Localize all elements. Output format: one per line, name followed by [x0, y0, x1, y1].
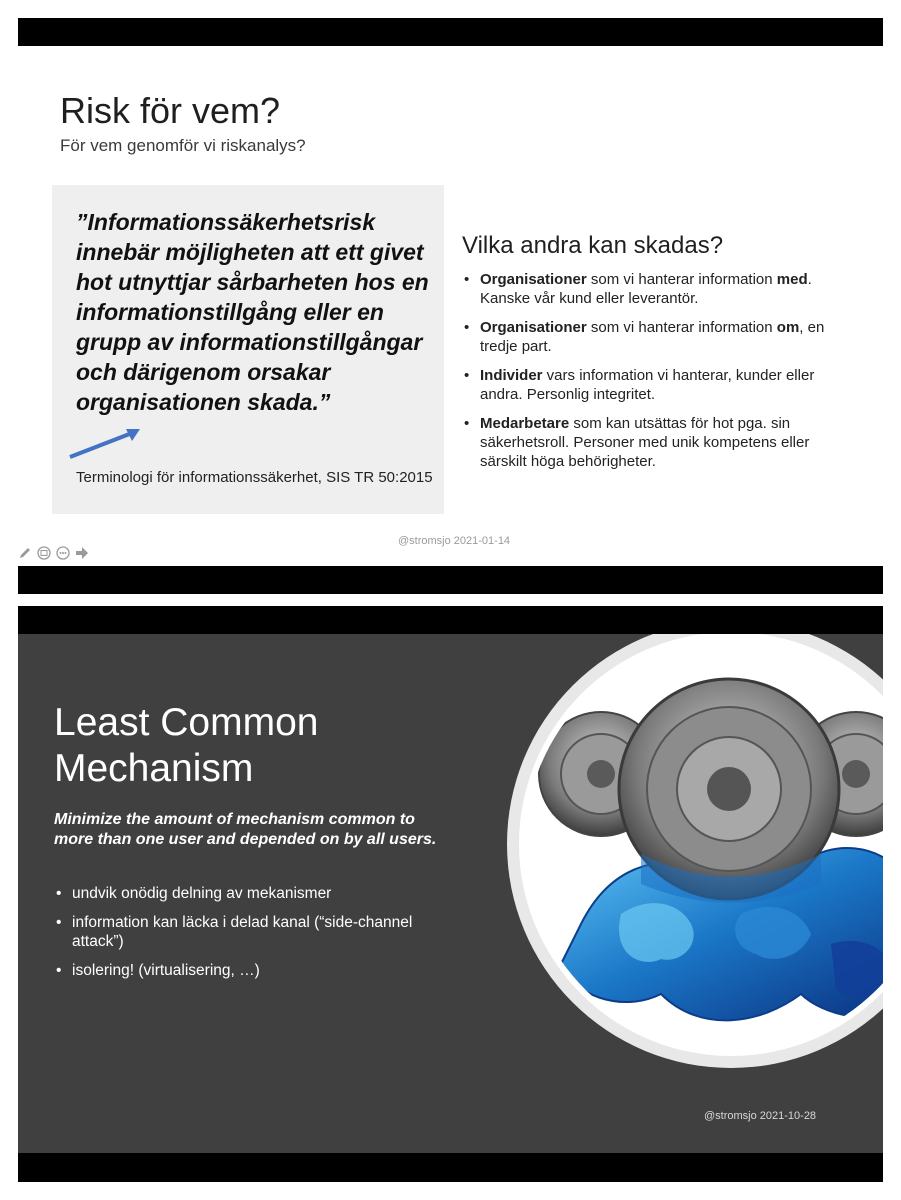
- slide2-footer: @stromsjo 2021-10-28: [704, 1110, 817, 1122]
- bottom-black-bar: [18, 1153, 883, 1182]
- list-item: • Medarbetare som kan utsättas för hot pga. sin säkerhetsroll. Personer med unik kompetens eller särskilt höga behörigheter.: [462, 414, 852, 471]
- slide-risk-for-vem: [18, 46, 883, 566]
- list-item: • Organisationer som vi hanterar information om, en tredje part.: [462, 318, 852, 356]
- harm-list: [462, 270, 852, 481]
- slides-icon[interactable]: [37, 546, 51, 560]
- middle-black-bar-1: [18, 566, 883, 594]
- slide2-subtitle: Minimize the amount of mechanism common to more than one user and depended on by all users.: [54, 811, 437, 848]
- slideshow-toolbar: [18, 546, 89, 560]
- slide2-bullet-list: [54, 884, 444, 990]
- pen-icon[interactable]: [18, 546, 32, 560]
- right-heading: Vilka andra kan skadas?: [462, 232, 724, 259]
- list-item: • undvik onödig delning av mekanismer: [54, 884, 444, 903]
- list-item: • information kan läcka i delad kanal (“side-channel attack”): [54, 913, 444, 951]
- quote-source: Terminologi för informationssäkerhet, SIS TR 50:2015: [76, 469, 433, 486]
- slide-least-common-mechanism: [18, 634, 883, 1153]
- list-item: • isolering! (virtualisering, …): [54, 961, 444, 980]
- middle-black-bar-2: [18, 606, 883, 634]
- list-item: • Individer vars information vi hanterar, kunder eller andra. Personlig integritet.: [462, 366, 852, 404]
- next-arrow-icon[interactable]: [75, 546, 89, 560]
- slide1-title: Risk för vem?: [60, 90, 281, 131]
- quote-box: [52, 185, 444, 514]
- top-black-bar: [18, 18, 883, 46]
- slide1-footer: @stromsjo 2021-01-14: [398, 535, 511, 547]
- slide2-title: Least Common Mechanism: [54, 701, 319, 790]
- more-icon[interactable]: [56, 546, 70, 560]
- list-item: • Organisationer som vi hanterar information med. Kanske vår kund eller leverantör.: [462, 270, 852, 308]
- slide1-subtitle: För vem genomför vi riskanalys?: [60, 136, 306, 155]
- gears-puzzle-image: [501, 634, 883, 1114]
- blue-arrow-icon: [66, 423, 146, 463]
- quote-text: ”Informationssäkerhetsrisk innebär möjligheten att ett givet hot utnyttjar sårbarheten hos en informationstillgång eller en grupp av informationstillgångar och därigenom orsakar organisationen skada.”: [76, 209, 429, 415]
